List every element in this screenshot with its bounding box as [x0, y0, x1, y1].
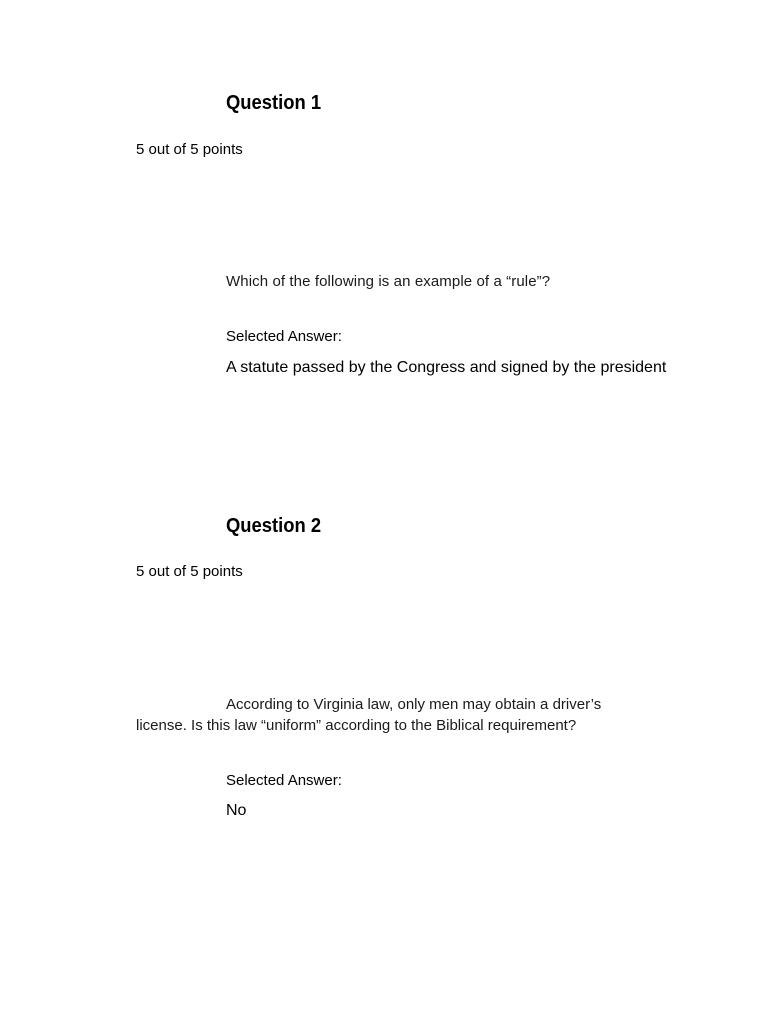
question-2-title: Question 2	[226, 515, 322, 537]
question-1-selected-label: Selected Answer:	[226, 328, 342, 345]
question-1-points: 5 out of 5 points	[136, 141, 243, 158]
question-2-selected-answer: No	[226, 802, 247, 819]
question-1-selected-answer: A statute passed by the Congress and signed by the president	[226, 359, 667, 376]
question-2-prompt: According to Virginia law, only men may obtain a driver’s license. Is this law “uniform” according to the Biblical requirement?	[136, 696, 602, 734]
question-1-prompt: Which of the following is an example of a “rule”?	[226, 273, 551, 290]
question-2-points: 5 out of 5 points	[136, 563, 243, 580]
question-2-selected-label: Selected Answer:	[226, 772, 342, 789]
question-1-title: Question 1	[226, 92, 322, 114]
